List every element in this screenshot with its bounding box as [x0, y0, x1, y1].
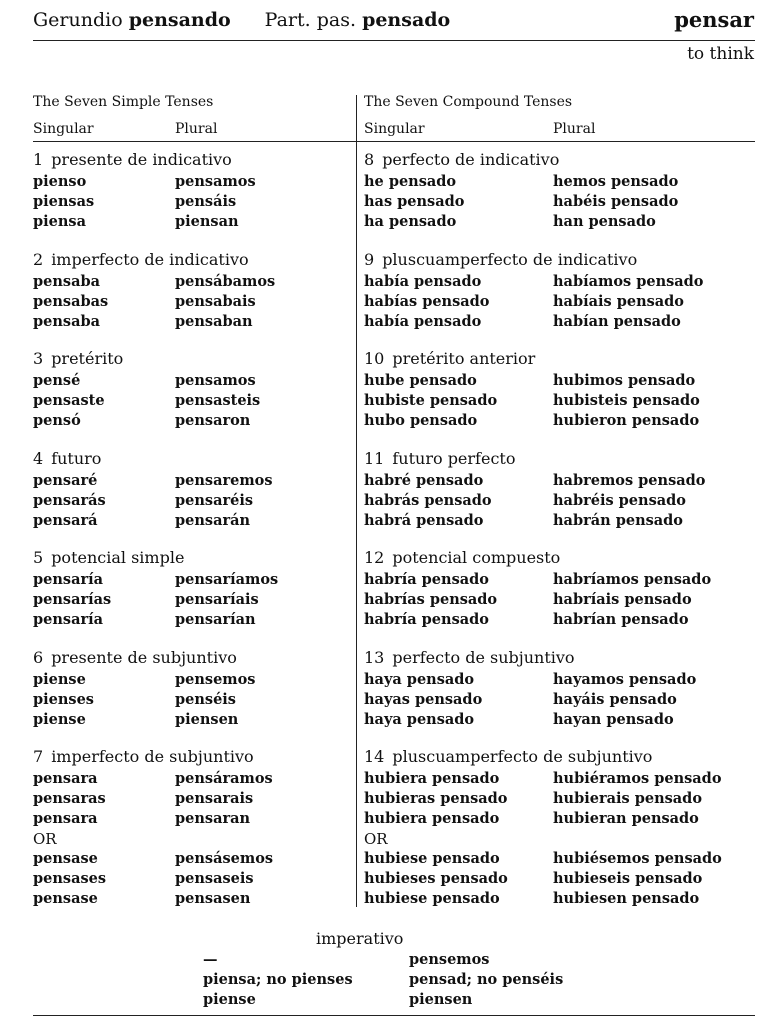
singular-form: hubieras pensado: [364, 790, 508, 807]
singular-form: hubiese pensado: [364, 890, 500, 907]
tense-number: 14: [364, 747, 385, 766]
singular-form: hubo pensado: [364, 412, 478, 429]
conjugation-row: [364, 471, 705, 491]
singular-form: pensaba: [33, 313, 100, 330]
singular-form: hubieses pensado: [364, 870, 508, 887]
conjugation-row: [33, 849, 273, 869]
tense-block: [364, 648, 696, 730]
imperativo-title: imperativo: [316, 929, 404, 948]
header-forms: [33, 9, 450, 31]
conjugation-row: [33, 889, 273, 909]
tense-label: perfecto de indicativo: [382, 150, 560, 169]
plural-form: pensarán: [175, 512, 251, 529]
tense-label: pluscuamperfecto de indicativo: [382, 250, 638, 269]
tense-label: futuro: [51, 449, 102, 468]
singular-form: pensase: [33, 890, 98, 907]
plural-form: pensamos: [175, 173, 256, 190]
tense-block: [33, 548, 278, 630]
tense-label: perfecto de subjuntivo: [392, 648, 575, 667]
conjugation-row: [364, 192, 678, 212]
plural-form: pensáramos: [175, 770, 273, 787]
plural-form: pensáis: [175, 193, 237, 210]
tense-label: imperfecto de subjuntivo: [51, 747, 254, 766]
plural-form: habremos pensado: [553, 472, 706, 489]
plural-form: habrían pensado: [553, 611, 689, 628]
tense-name: [364, 449, 705, 471]
singular-form: habrías pensado: [364, 591, 498, 608]
conjugation-row: [33, 511, 273, 531]
conjugation-row: [33, 292, 275, 312]
plural-form: pensaseis: [175, 870, 254, 887]
conjugation-row: [364, 411, 700, 431]
conjugation-row: [364, 789, 722, 809]
tense-name: [364, 747, 722, 769]
conjugation-row: [33, 491, 273, 511]
singular-form: había pensado: [364, 273, 482, 290]
singular-form: pensaré: [33, 472, 98, 489]
tense-label: pluscuamperfecto de subjuntivo: [392, 747, 653, 766]
conjugation-row: [364, 391, 700, 411]
singular-form: hubiera pensado: [364, 810, 500, 827]
tense-name: [364, 250, 703, 272]
footer-rule: [33, 1015, 755, 1016]
plural-form: pensasen: [175, 890, 251, 907]
conjugation-row: [33, 789, 273, 809]
singular-form: pensarías: [33, 591, 112, 608]
singular-form: pensaras: [33, 790, 106, 807]
conjugation-row: [33, 312, 275, 332]
simple-singular-header: Singular: [33, 121, 94, 137]
participle-value: pensado: [362, 9, 451, 31]
tense-number: 7: [33, 747, 44, 766]
plural-form: habéis pensado: [553, 193, 679, 210]
plural-form: pensamos: [175, 372, 256, 389]
conjugation-row: [364, 212, 678, 232]
conjugation-row: [364, 690, 696, 710]
singular-form: ha pensado: [364, 213, 457, 230]
tense-block: [364, 150, 678, 232]
singular-form: habré pensado: [364, 472, 484, 489]
plural-form: pensasteis: [175, 392, 261, 409]
conjugation-row: [33, 769, 273, 789]
plural-form: hayan pensado: [553, 711, 674, 728]
tense-block: [364, 449, 705, 531]
singular-form: OR: [364, 830, 388, 848]
plural-form: hubierais pensado: [553, 790, 702, 807]
tense-name: [33, 449, 273, 471]
plural-form: han pensado: [553, 213, 656, 230]
plural-form: hubieseis pensado: [553, 870, 703, 887]
conjugation-row: [33, 690, 255, 710]
singular-form: pensaste: [33, 392, 105, 409]
conjugation-row: [364, 670, 696, 690]
imperativo-plural: pensemos: [409, 951, 490, 968]
conjugation-row: [364, 172, 678, 192]
plural-form: pensemos: [175, 671, 256, 688]
conjugation-row: [364, 312, 703, 332]
column-header-rule: [33, 141, 755, 142]
verb-meaning: to think: [687, 44, 754, 64]
tense-number: 1: [33, 150, 44, 169]
singular-form: pensara: [33, 810, 98, 827]
singular-form: hube pensado: [364, 372, 477, 389]
tense-name: [33, 548, 278, 570]
conjugation-row: [364, 889, 722, 909]
conjugation-row: [364, 570, 711, 590]
tense-block: [364, 250, 703, 332]
conjugation-row: [364, 272, 703, 292]
plural-form: habríamos pensado: [553, 571, 712, 588]
singular-form: piensas: [33, 193, 95, 210]
singular-form: pensó: [33, 412, 81, 429]
tense-name: [33, 150, 256, 172]
conjugation-row: [33, 212, 256, 232]
plural-form: pensaríais: [175, 591, 259, 608]
singular-form: hubiese pensado: [364, 850, 500, 867]
conjugation-row: [33, 710, 255, 730]
conjugation-row: [364, 769, 722, 789]
singular-form: pensaría: [33, 571, 104, 588]
tense-label: potencial compuesto: [392, 548, 561, 567]
simple-plural-header: Plural: [175, 121, 218, 137]
plural-form: pensásemos: [175, 850, 274, 867]
tense-number: 5: [33, 548, 44, 567]
participle-label: Part. pas.: [264, 9, 357, 31]
plural-form: pensaríamos: [175, 571, 279, 588]
header-rule: [33, 40, 755, 41]
singular-form: pensases: [33, 870, 107, 887]
gerundio-value: pensando: [128, 9, 231, 31]
conjugation-row: [33, 471, 273, 491]
plural-form: habían pensado: [553, 313, 681, 330]
tense-name: [33, 747, 273, 769]
tense-number: 10: [364, 349, 385, 368]
singular-form: hubiste pensado: [364, 392, 498, 409]
imperativo-singular: piensa; no pienses: [203, 971, 353, 988]
plural-form: hubiésemos pensado: [553, 850, 722, 867]
plural-form: hayamos pensado: [553, 671, 697, 688]
plural-form: hubiéramos pensado: [553, 770, 722, 787]
tense-block: [33, 349, 260, 431]
singular-form: OR: [33, 830, 57, 848]
singular-form: haya pensado: [364, 711, 475, 728]
singular-form: habría pensado: [364, 571, 489, 588]
plural-form: hubisteis pensado: [553, 392, 700, 409]
conjugation-row: [364, 511, 705, 531]
plural-form: pensarais: [175, 790, 254, 807]
singular-form: pensaría: [33, 611, 104, 628]
plural-form: pensábamos: [175, 273, 276, 290]
compound-plural-header: Plural: [553, 121, 596, 137]
plural-form: piensan: [175, 213, 239, 230]
singular-form: pienses: [33, 691, 94, 708]
tense-label: pretérito anterior: [392, 349, 536, 368]
singular-form: pensarás: [33, 492, 106, 509]
conjugation-row: [364, 371, 700, 391]
conjugation-row: [364, 809, 722, 829]
conjugation-row: [364, 491, 705, 511]
singular-form: había pensado: [364, 313, 482, 330]
singular-form: pensase: [33, 850, 98, 867]
plural-form: piensen: [175, 711, 239, 728]
tense-name: [364, 648, 696, 670]
tense-block: [33, 648, 255, 730]
tense-number: 4: [33, 449, 44, 468]
tense-label: imperfecto de indicativo: [51, 250, 249, 269]
imperativo-plural: piensen: [409, 991, 473, 1008]
conjugation-row: [364, 710, 696, 730]
tense-label: presente de indicativo: [51, 150, 232, 169]
singular-form: haya pensado: [364, 671, 475, 688]
conjugation-row: [364, 829, 722, 849]
conjugation-row: [33, 371, 260, 391]
simple-tenses-heading: The Seven Simple Tenses: [33, 94, 214, 110]
tense-number: 2: [33, 250, 44, 269]
plural-form: hubieron pensado: [553, 412, 700, 429]
tense-number: 3: [33, 349, 44, 368]
singular-form: habrás pensado: [364, 492, 492, 509]
tense-name: [33, 648, 255, 670]
column-divider: [356, 95, 357, 907]
tense-name: [33, 349, 260, 371]
singular-form: habría pensado: [364, 611, 489, 628]
tense-number: 6: [33, 648, 44, 667]
imperativo-singular: piense: [203, 991, 256, 1008]
conjugation-row: [364, 849, 722, 869]
singular-form: pensaba: [33, 273, 100, 290]
tense-name: [33, 250, 275, 272]
plural-form: pensaron: [175, 412, 251, 429]
tense-number: 12: [364, 548, 385, 567]
conjugation-row: [364, 590, 711, 610]
plural-form: pensaban: [175, 313, 253, 330]
singular-form: pensabas: [33, 293, 109, 310]
tense-name: [364, 150, 678, 172]
singular-form: hayas pensado: [364, 691, 483, 708]
plural-form: pensarían: [175, 611, 256, 628]
conjugation-row: [33, 670, 255, 690]
tense-block: [364, 548, 711, 630]
plural-form: hayáis pensado: [553, 691, 677, 708]
tense-block: [364, 349, 700, 431]
plural-form: habíais pensado: [553, 293, 684, 310]
plural-form: pensaran: [175, 810, 251, 827]
plural-form: hubimos pensado: [553, 372, 696, 389]
tense-block: [364, 747, 722, 909]
plural-form: pensaremos: [175, 472, 273, 489]
tense-number: 11: [364, 449, 385, 468]
compound-singular-header: Singular: [364, 121, 425, 137]
tense-block: [33, 150, 256, 232]
tense-label: futuro perfecto: [392, 449, 516, 468]
conjugation-row: [33, 391, 260, 411]
tense-block: [33, 250, 275, 332]
tense-label: potencial simple: [51, 548, 185, 567]
plural-form: hubiesen pensado: [553, 890, 700, 907]
conjugation-row: [33, 272, 275, 292]
tense-label: pretérito: [51, 349, 124, 368]
plural-form: habréis pensado: [553, 492, 686, 509]
tense-block: [33, 747, 273, 909]
singular-form: piense: [33, 671, 86, 688]
plural-form: habríais pensado: [553, 591, 692, 608]
conjugation-row: [33, 192, 256, 212]
conjugation-row: [33, 610, 278, 630]
conjugation-row: [364, 292, 703, 312]
singular-form: pensara: [33, 770, 98, 787]
plural-form: habrán pensado: [553, 512, 683, 529]
tense-name: [364, 548, 711, 570]
singular-form: piensa: [33, 213, 86, 230]
tense-number: 8: [364, 150, 375, 169]
plural-form: pensabais: [175, 293, 256, 310]
plural-form: habíamos pensado: [553, 273, 704, 290]
singular-form: piense: [33, 711, 86, 728]
conjugation-row: [364, 610, 711, 630]
tense-label: presente de subjuntivo: [51, 648, 237, 667]
singular-form: pensará: [33, 512, 98, 529]
compound-tenses-heading: The Seven Compound Tenses: [364, 94, 573, 110]
tense-block: [33, 449, 273, 531]
plural-form: pensaréis: [175, 492, 254, 509]
plural-form: hubieran pensado: [553, 810, 699, 827]
tense-number: 9: [364, 250, 375, 269]
singular-form: habrá pensado: [364, 512, 484, 529]
conjugation-row: [33, 590, 278, 610]
conjugation-row: [33, 411, 260, 431]
tense-number: 13: [364, 648, 385, 667]
verb-title: pensar: [674, 7, 754, 32]
singular-form: has pensado: [364, 193, 465, 210]
singular-form: habías pensado: [364, 293, 490, 310]
imperativo-singular: —: [203, 951, 218, 968]
singular-form: pensé: [33, 372, 81, 389]
plural-form: hemos pensado: [553, 173, 679, 190]
imperativo-plural: pensad; no penséis: [409, 971, 564, 988]
conjugation-row: [33, 809, 273, 829]
tense-name: [364, 349, 700, 371]
gerundio-label: Gerundio: [33, 9, 123, 31]
plural-form: penséis: [175, 691, 236, 708]
conjugation-row: [33, 869, 273, 889]
singular-form: he pensado: [364, 173, 457, 190]
singular-form: pienso: [33, 173, 87, 190]
conjugation-row: [33, 829, 273, 849]
singular-form: hubiera pensado: [364, 770, 500, 787]
conjugation-row: [33, 570, 278, 590]
conjugation-row: [364, 869, 722, 889]
conjugation-row: [33, 172, 256, 192]
